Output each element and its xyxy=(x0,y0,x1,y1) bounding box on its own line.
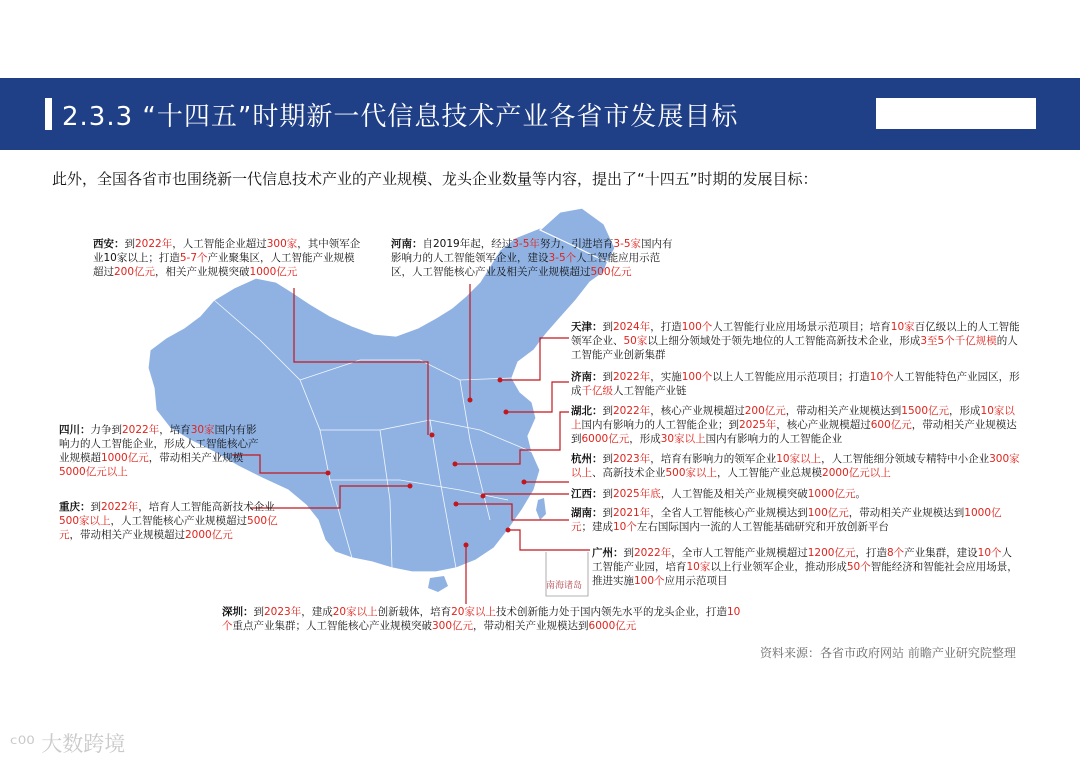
highlight-figure: 20家以上 xyxy=(332,606,378,618)
highlight-figure: 2000亿元 xyxy=(185,529,233,541)
highlight-figure: 2021年 xyxy=(613,507,651,519)
note-text: ，全省人工智能核心产业规模达到 xyxy=(650,507,808,519)
watermark-text: 大数跨境 xyxy=(41,732,126,756)
note-text: 人工智能产业链 xyxy=(613,385,687,397)
highlight-figure: 500亿元 xyxy=(59,515,278,541)
province-name: 河南： xyxy=(391,238,423,250)
highlight-figure: 10个 xyxy=(977,547,1002,559)
note-text: ，人工智能核心产业规模超过 xyxy=(110,515,248,527)
highlight-figure: 2025年 xyxy=(739,419,777,431)
province-name: 西安： xyxy=(93,238,125,250)
note-text: 国内有影响力的人工智能企业 xyxy=(705,433,843,445)
highlight-figure: 100亿元 xyxy=(807,507,849,519)
note-text: ，形成 xyxy=(629,433,661,445)
highlight-figure: 500家以上 xyxy=(59,515,111,527)
hainan-island-shape xyxy=(428,576,448,592)
highlight-figure: 3-5年 xyxy=(512,238,540,250)
note-text: 人工智能应用示范区，人工智能核心产业及相关产业规模超过 xyxy=(391,252,661,278)
highlight-figure: 10家以上 xyxy=(776,453,822,465)
highlight-figure: 千亿级 xyxy=(581,385,613,397)
note-hubei xyxy=(571,404,1021,446)
note-hangzhou xyxy=(571,452,1021,480)
note-text: 技术创新能力处于国内领先水平的龙头企业，打造 xyxy=(495,606,727,618)
note-text: ，建成 xyxy=(301,606,333,618)
note-text: 重点产业集群；人工智能核心产业规模突破 xyxy=(232,620,432,632)
note-text: ，人工智能细分领域专精特中小企业 xyxy=(821,453,990,465)
note-text: ，人工智能企业超过 xyxy=(172,238,267,250)
taiwan-island-shape xyxy=(536,498,546,520)
note-text: 人工智能行业应用场景示范项目；培育 xyxy=(712,321,891,333)
highlight-figure: 1000亿元 xyxy=(571,507,1002,533)
note-text: 的人工智能产业创新集群 xyxy=(571,335,1018,361)
highlight-figure: 500家以上 xyxy=(665,467,718,479)
page-title: 2.3.3 “十四五”时期新一代信息技术产业各省市发展目标 xyxy=(62,102,739,132)
highlight-figure: 2000亿元以上 xyxy=(822,467,891,479)
note-text: 努力，引进培育 xyxy=(539,238,614,250)
note-text: 力争到 xyxy=(90,424,122,436)
note-text: 。 xyxy=(855,488,866,500)
note-text: 、高新技术企业 xyxy=(592,467,666,479)
note-text: ，打造 xyxy=(650,321,682,333)
highlight-figure: 600亿元 xyxy=(870,419,912,431)
highlight-figure: 10个 xyxy=(613,521,637,533)
note-text: ，核心产业规模超过 xyxy=(776,419,871,431)
intro-text: 此外，全国各省市也围绕新一代信息技术产业的产业规模、龙头企业数量等内容，提出了“十四五”时期的发展目标： xyxy=(52,170,818,188)
note-text: 到 xyxy=(602,405,613,417)
xian-marker xyxy=(430,433,435,438)
highlight-figure: 2023年 xyxy=(264,606,302,618)
note-text: 到 xyxy=(602,507,613,519)
note-text: 人工智能特色产业园区，形成 xyxy=(571,371,1020,397)
highlight-figure: 5-7个 xyxy=(179,252,208,264)
note-text: ；建成 xyxy=(581,521,613,533)
note-text: 以上细分领域处于领先地位的人工智能高新技术企业，形成 xyxy=(647,335,921,347)
highlight-figure: 3至5个千亿规模 xyxy=(920,335,997,347)
highlight-figure: 3-5个 xyxy=(548,252,577,264)
note-text: ，带动相关产业规模达到 xyxy=(785,405,902,417)
note-text: 自2019年起，经过 xyxy=(422,238,513,250)
province-name: 天津： xyxy=(571,321,603,333)
highlight-figure: 10家 xyxy=(890,321,915,333)
note-text: ，打造 xyxy=(855,547,887,559)
highlight-figure: 1200亿元 xyxy=(807,547,856,559)
note-chongqing xyxy=(59,500,279,542)
note-text: 百亿级以上的人工智能领军企业、 xyxy=(571,321,1020,347)
note-text: ，培育有影响力的领军企业 xyxy=(650,453,777,465)
highlight-figure: 200亿元 xyxy=(744,405,786,417)
highlight-figure: 10家以上 xyxy=(571,405,1015,431)
province-name: 济南： xyxy=(571,371,603,383)
note-text: ，核心产业规模超过 xyxy=(650,405,745,417)
province-name: 湖北： xyxy=(571,405,603,417)
highlight-figure: 2022年 xyxy=(634,547,672,559)
highlight-figure: 50家 xyxy=(623,335,648,347)
note-text: 到 xyxy=(253,606,264,618)
note-guangzhou xyxy=(592,546,1022,588)
note-text: 到 xyxy=(124,238,135,250)
watermark-logo-icon: ᶜ⁰⁰ xyxy=(10,732,42,756)
province-name: 杭州： xyxy=(571,453,603,465)
note-text: ，其中领军企业10家以上；打造 xyxy=(93,238,361,264)
note-tianjin xyxy=(571,320,1021,362)
note-text: ，带动相关产业规模达到 xyxy=(571,419,1017,445)
note-text: ，人工智能及相关产业规模突破 xyxy=(660,488,808,500)
highlight-figure: 2024年 xyxy=(613,321,651,333)
province-name: 江西： xyxy=(571,488,603,500)
note-text: ，实施 xyxy=(650,371,682,383)
note-text: ，形成 xyxy=(949,405,981,417)
highlight-figure: 8个 xyxy=(886,547,905,559)
note-text: ，培育 xyxy=(159,424,191,436)
highlight-figure: 2023年 xyxy=(613,453,651,465)
highlight-figure: 1000亿元 xyxy=(101,452,149,464)
highlight-figure: 30家以上 xyxy=(660,433,706,445)
highlight-figure: 100个 xyxy=(681,321,713,333)
province-name: 重庆： xyxy=(59,501,91,513)
watermark xyxy=(10,728,125,758)
note-text: 到 xyxy=(602,488,613,500)
highlight-figure: 3-5家 xyxy=(613,238,642,250)
note-text: 应用示范项目 xyxy=(664,575,728,587)
highlight-figure: 2022年 xyxy=(135,238,173,250)
highlight-figure: 6000亿元 xyxy=(588,620,637,632)
note-text: 到 xyxy=(623,547,634,559)
note-shenzhen xyxy=(222,605,742,633)
note-text: 产业聚集区，人工智能产业规模超过 xyxy=(93,252,355,278)
highlight-figure: 1000亿元 xyxy=(807,488,856,500)
highlight-figure: 300亿元 xyxy=(432,620,474,632)
note-text: ，培育人工智能高新技术企业 xyxy=(138,501,275,513)
note-text: 人工智能产业园，培育 xyxy=(592,547,1013,573)
note-text: 左右国际国内一流的人工智能基础研究和开放创新平台 xyxy=(636,521,889,533)
note-text: ，带动相关产业规模超过 xyxy=(69,529,185,541)
highlight-figure: 5000亿元以上 xyxy=(59,466,128,478)
highlight-figure: 10个 xyxy=(869,371,894,383)
highlight-figure: 300家 xyxy=(266,238,298,250)
note-text: 创新载体，培育 xyxy=(377,606,452,618)
note-xian xyxy=(93,237,361,279)
province-name: 深圳： xyxy=(222,606,254,618)
note-text: 国内有影响力的人工智能企业，形成人工智能核心产业规模超 xyxy=(59,424,259,464)
highlight-figure: 2022年 xyxy=(613,371,651,383)
province-name: 湖南： xyxy=(571,507,603,519)
highlight-figure: 100个 xyxy=(634,575,665,587)
highlight-figure: 500亿元 xyxy=(590,266,632,278)
source-note: 资料来源：各省市政府网站 前瞻产业研究院整理 xyxy=(760,646,1016,660)
province-name: 四川： xyxy=(59,424,91,436)
note-text: ，带动相关产业规模达到 xyxy=(848,507,965,519)
note-text: ，相关产业规模突破 xyxy=(155,266,250,278)
note-text: 到 xyxy=(602,371,613,383)
note-text: 国内有影响力的人工智能企业；到 xyxy=(581,419,739,431)
note-text: 产业集群，建设 xyxy=(904,547,978,559)
note-text: 到 xyxy=(602,321,613,333)
highlight-figure: 1500亿元 xyxy=(901,405,950,417)
highlight-figure: 10家 xyxy=(686,561,711,573)
note-henan xyxy=(391,237,681,279)
note-sichuan xyxy=(59,423,259,479)
note-text: ，全市人工智能产业规模超过 xyxy=(671,547,808,559)
province-name: 广州： xyxy=(592,547,624,559)
highlight-figure: 20家以上 xyxy=(451,606,496,618)
note-text: ，带动相关产业规模 xyxy=(148,452,244,464)
note-jinan xyxy=(571,370,1021,398)
south-china-sea-label: 南海诸岛 xyxy=(546,581,583,591)
highlight-figure: 2022年 xyxy=(122,424,160,436)
highlight-figure: 2022年 xyxy=(101,501,139,513)
note-text: 到 xyxy=(90,501,101,513)
highlight-figure: 1000亿元 xyxy=(249,266,298,278)
note-text: ，人工智能产业总规模 xyxy=(717,467,823,479)
note-text: 国内有影响力的人工智能领军企业，建设 xyxy=(391,238,673,264)
highlight-figure: 200亿元 xyxy=(114,266,156,278)
note-text: 到 xyxy=(602,453,613,465)
note-text: ，带动相关产业规模达到 xyxy=(473,620,589,632)
highlight-figure: 10个 xyxy=(222,606,741,632)
note-text: 以上行业领军企业，推动形成 xyxy=(710,561,847,573)
note-text: 智能经济和智能社会应用场景，推进实施 xyxy=(592,561,1018,587)
highlight-figure: 50个 xyxy=(846,561,871,573)
note-hunan xyxy=(571,506,1021,534)
highlight-figure: 300家以上 xyxy=(571,453,1020,479)
highlight-figure: 30家 xyxy=(190,424,215,436)
highlight-figure: 2022年 xyxy=(613,405,651,417)
highlight-figure: 2025年底 xyxy=(613,488,661,500)
highlight-figure: 100个 xyxy=(681,371,713,383)
note-text: 以上人工智能应用示范项目；打造 xyxy=(712,371,870,383)
highlight-figure: 6000亿元 xyxy=(581,433,630,445)
note-jiangxi xyxy=(571,487,1021,501)
